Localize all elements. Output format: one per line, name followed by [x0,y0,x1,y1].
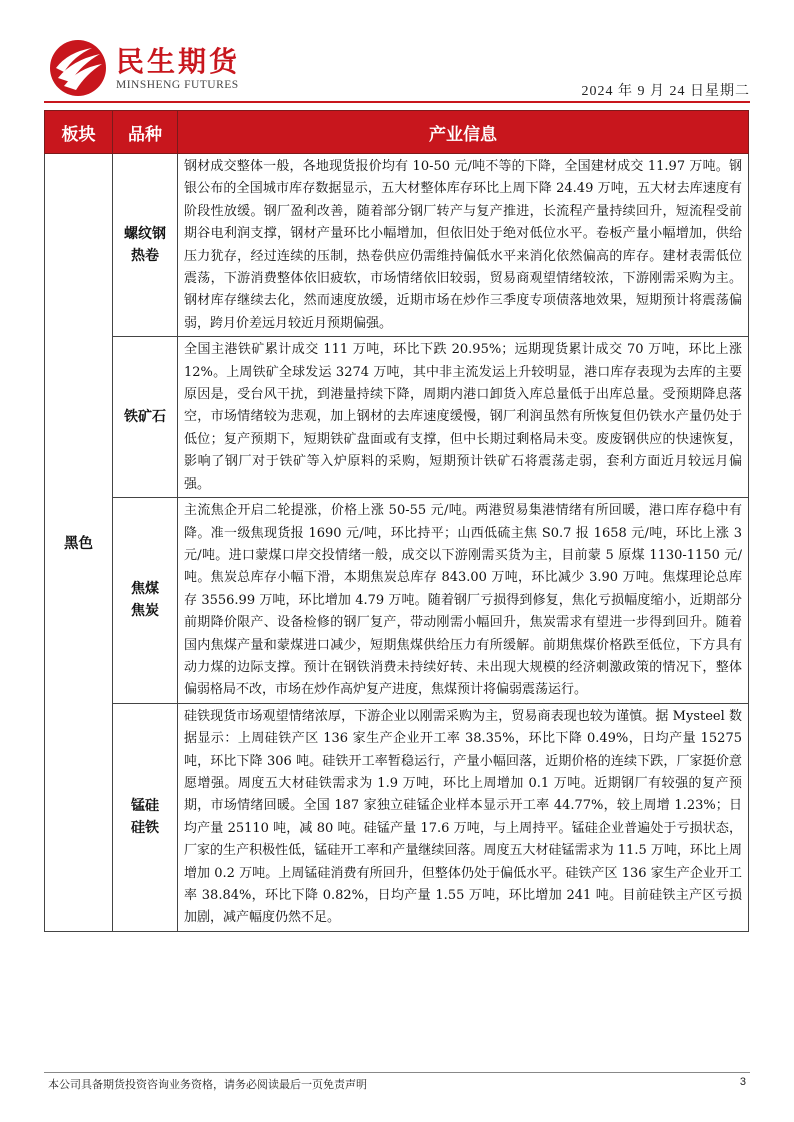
variety-cell [113,337,178,498]
variety-name: 锰硅 [131,798,159,815]
variety-name: 热卷 [131,248,159,265]
report-date: 2024 年 9 月 24 日星期二 [581,84,750,99]
industry-info-text: 硅铁现货市场观望情绪浓厚，下游企业以刚需采购为主，贸易商表现也较为谨慎。据 Mysteel 数据显示：上周硅铁产区 136 家生产企业开工率 38.35%，环比下降 0.49%，日均产量 15275 吨，环比下降 306 吨。硅铁开工率暂稳运行，产量小幅回落，近期价格的连续下跌，厂家挺价意愿增强。周度五大材硅铁需求为 1.9 万吨，环比上周增加 0.1 万吨。近期钢厂有较强的复产预期，市场情绪回暖。全国 187 家独立硅锰企业样本显示开工率 44.77%，较上周增 1.23%；日均产量 25110 吨，减 80 吨。硅锰产量 17.6 万吨，与上周持平。锰硅企业普遍处于亏损状态，厂家的生产积极性低，锰硅开工率和产量继续回落。周度五大材硅锰需求为 11.5 万吨，环比上周增加 0.2 万吨。上周锰硅消费有所回升，但整体仍处于偏低水平。硅铁产区 136 家生产企业开工率 38.84%，环比下降 0.82%，日均产量 1.55 万吨，环比增加 241 吨。目前硅铁主产区亏损加剧，减产幅度仍然不足。 [178,703,749,931]
table-row [45,498,749,704]
footer-rule [44,1072,750,1073]
variety-cell [113,498,178,704]
minsheng-logo-icon [48,38,108,98]
variety-name: 铁矿石 [124,409,166,426]
variety-name: 焦煤 [131,581,159,598]
industry-info-text: 钢材成交整体一般，各地现货报价均有 10-50 元/吨不等的下降，全国建材成交 11.97 万吨。钢银公布的全国城市库存数据显示，五大材整体库存环比上周下降 24.49 万吨，五大材去库速度有阶段性放缓。钢厂盈利改善，随着部分钢厂转产与复产推进，长流程产量持续回升，短流程受前期谷电利润支撑，钢材产量环比小幅增加，但依旧处于绝对低位水平。卷板产量小幅增加，供给压力犹存，经过连续的压制，热卷供应仍需维持偏低水平来消化依然偏高的库存。建材表需低位震荡，下游消费整体依旧疲软，市场情绪依旧较弱，贸易商观望情绪较浓，下游刚需采购为主。钢材库存继续去化，然而速度放缓，近期市场在炒作三季度专项债落地效果，短期预计将震荡偏弱，跨月价差远月较近月预期偏强。 [178,154,749,337]
industry-info-table [44,110,749,932]
industry-info-text: 主流焦企开启二轮提涨，价格上涨 50-55 元/吨。两港贸易集港情绪有所回暖，港口库存稳中有降。准一级焦现货报 1690 元/吨，环比持平；山西低硫主焦 S0.7 报 1658 元/吨，环比上涨 3 元/吨。进口蒙煤口岸交投情绪一般，成交以下游刚需买货为主，目前蒙 5 原煤 1130-1150 元/吨。焦炭总库存小幅下滑，本期焦炭总库存 843.00 万吨，环比减少 3.90 万吨。焦煤理论总库存 3556.99 万吨，环比增加 4.79 万吨。随着钢厂亏损得到修复，焦化亏损幅度缩小，近期部分前期降价限产、设备检修的钢厂复产，带动刚需小幅回升，焦炭需求有望进一步得到回升。随着国内焦煤产量和蒙煤进口减少，短期焦煤供给压力有所缓解。前期焦煤价格跌至低位，下方具有动力煤的边际支撑。预计在钢铁消费未持续好转、未出现大规模的经济刺激政策的情况下，整体偏弱格局不改，市场在炒作高炉复产进度，焦煤预计将偏弱震荡运行。 [178,498,749,704]
column-header-variety: 品种 [113,111,178,154]
sector-cell [45,154,113,932]
page-number: 3 [739,1076,746,1088]
variety-name: 硅铁 [131,820,159,837]
header-rule [44,101,750,103]
sector-label: 黑色 [64,535,93,552]
footer-disclaimer: 本公司具备期货投资咨询业务资格，请务必阅读最后一页免责声明 [48,1078,367,1091]
industry-info-text: 全国主港铁矿累计成交 111 万吨，环比下跌 20.95%；远期现货累计成交 70 万吨，环比上涨 12%。上周铁矿全球发运 3274 万吨，其中非主流发运上升较明显，港口库存表现为去库的主要原因是，受台风干扰，到港量持续下降，周期内港口卸货入库总量低于出库总量。受预期降息落空，市场情绪较为悲观，加上钢材的去库速度缓慢，钢厂利润虽然有所恢复但仍铁水产量仍处于低位；复产预期下，短期铁矿盘面或有支撑，但中长期过剩格局未变。废废钢供应的快速恢复，影响了钢厂对于铁矿等入炉原料的采购，短期预计铁矿石将震荡走弱，套利方面近月较远月偏强。 [178,337,749,498]
variety-name: 螺纹钢 [124,226,166,243]
column-header-industry-info: 产业信息 [178,111,749,154]
page-header [44,36,750,106]
column-header-sector: 板块 [45,111,113,154]
table-row [45,337,749,498]
variety-name: 焦炭 [131,603,159,620]
table-header-row [45,111,749,154]
variety-cell [113,703,178,931]
variety-cell [113,154,178,337]
table-row [45,703,749,931]
brand-name-cn: 民生期货 [116,45,241,78]
table-row [45,154,749,337]
brand-name-en: MINSHENG FUTURES [116,79,239,91]
